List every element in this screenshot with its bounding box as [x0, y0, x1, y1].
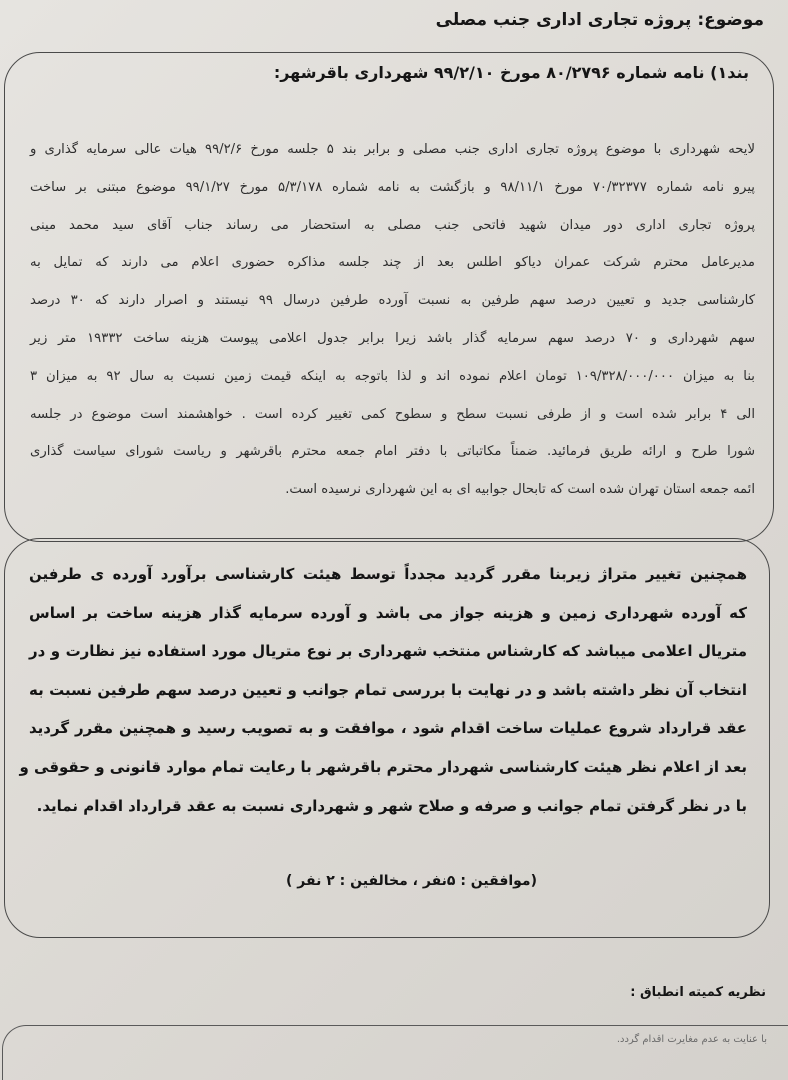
decision-line: متریال اعلامی میباشد که کارشناس منتخب شهرداری بر نوع متریال مورد استفاده نیز نظارت و در	[29, 642, 747, 661]
body-line: پیرو نامه شماره ۷۰/۳۲۳۷۷ مورخ ۹۸/۱۱/۱ و بازگشت به نامه شماره ۵/۳/۱۷۸ مورخ ۹۹/۱/۲۷ موضوع مبتنی بر ساخت	[30, 179, 755, 195]
body-line: لایحه شهرداری با موضوع پروژه تجاری اداری جنب مصلی و برابر بند ۵ جلسه مورخ ۹۹/۲/۶ هیات عالی سرمایه گذاری و	[30, 142, 756, 157]
item-box	[4, 52, 774, 542]
decision-box	[4, 538, 770, 938]
body-line: پروژه تجاری اداری دور میدان شهید فاتحی جنب مصلی به استحضار می رساند جناب آقای سید محمد مینی	[30, 217, 755, 233]
body-line: کارشناسی جدید و تعیین درصد سهم طرفین به نسبت آورده طرفین درسال ۹۹ نیستند و اصرار دارند که ۳۰ درصد	[30, 293, 755, 309]
decision-line: انتخاب آن نظر داشته باشد و در نهایت با بررسی تمام جوانب و تعیین درصد سهم طرفین نسبت به	[29, 680, 747, 699]
committee-opinion: با عنایت به عدم مغایرت اقدام گردد.	[616, 1034, 767, 1045]
decision-line: بعد از اعلام نظر هیئت کارشناسی شهردار محترم باقرشهر با رعایت تمام موارد قانونی و حقوقی و	[19, 757, 747, 776]
body-line: سهم شهرداری و ۷۰ درصد سهم سرمایه گذار باشد زیرا برابر جدول اعلامی پیوست هزینه ساخت ۱۹۳۳۲ متر زیر	[30, 330, 755, 346]
vote-tally: (موافقین : ۵نفر ، مخالفین : ۲ نفر )	[286, 873, 537, 889]
decision-line: عقد قرارداد شروع عملیات ساخت اقدام شود ، موافقت و به تصویب رسید و همچنین مقرر گردید	[29, 719, 747, 738]
body-line: شورا طرح و ارائه طریق فرمائید. ضمناً مکاتباتی با دفتر امام جمعه محترم باقرشهر و ریاست شورای سیاست گذاری	[30, 444, 755, 460]
decision-line: که آورده شهرداری زمین و هزینه جواز می باشد و آورده سرمایه گذار هزینه ساخت بر اساس	[29, 603, 747, 622]
item-body	[30, 131, 755, 509]
committee-title: نظریه کمیته انطباق :	[630, 985, 766, 1000]
body-line: بنا به میزان ۱۰۹/۳۲۸/۰۰۰/۰۰۰ تومان اعلام نموده اند و لذا باتوجه به اینکه قیمت زمین نسبت به سال ۹۲ به میزان ۳	[30, 368, 755, 384]
subject-line: موضوع: پروژه تجاری اداری جنب مصلی	[435, 10, 764, 30]
decision-text	[19, 555, 747, 825]
decision-line: با در نظر گرفتن تمام جوانب و صرفه و صلاح شهر و شهرداری نسبت به عقد قرارداد اقدام نماید.	[36, 796, 747, 815]
decision-line: همچنین تغییر متراژ زیربنا مقرر گردید مجدداً توسط هیئت کارشناسی برآورد آورده ی طرفین	[29, 565, 747, 583]
body-line: ائمه جمعه استان تهران شده است که تابحال جوابیه ای به این شهرداری نرسیده است.	[285, 482, 755, 498]
item-heading: بند۱) نامه شماره ۸۰/۲۷۹۶ مورخ ۹۹/۲/۱۰ شهرداری باقرشهر:	[273, 63, 749, 82]
committee-box	[2, 1025, 788, 1080]
body-line: مدیرعامل محترم شرکت عمران دیاکو اطلس بعد از چند جلسه مذاکره حضوری اعلام می دارند که تمایل به	[30, 255, 755, 271]
body-line: الی ۴ برابر شده است و از طرفی نسبت سطح و سطوح کمی تغییر کرده است . خواهشمند است موضوع در جلسه	[30, 406, 755, 422]
